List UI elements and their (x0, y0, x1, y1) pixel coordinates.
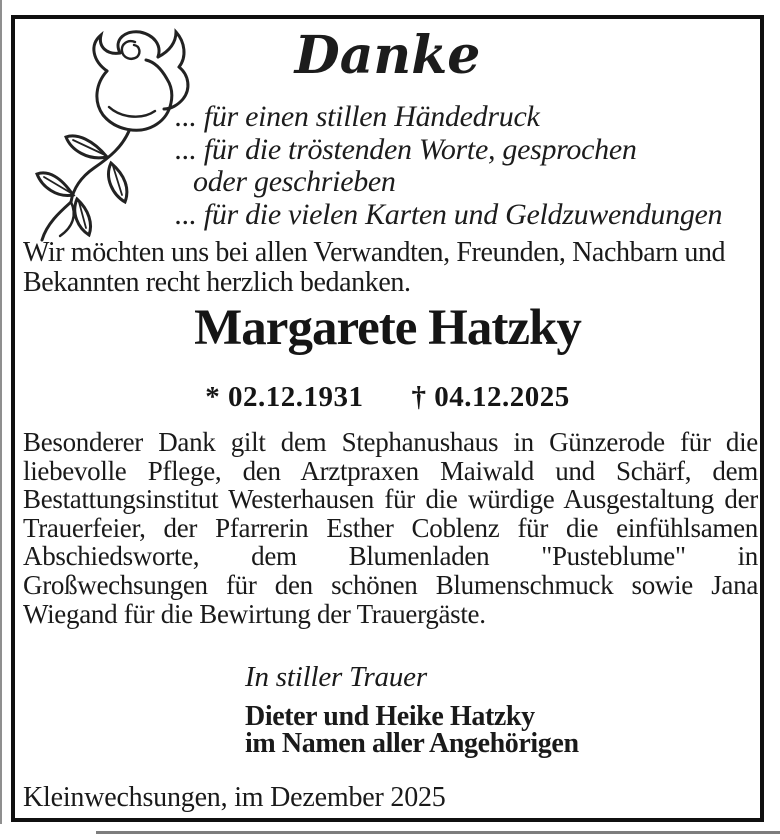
thanks-line-4: ... für die vielen Karten und Geldzuwendungen (175, 197, 723, 231)
thanks-line-3: oder geschrieben (193, 165, 396, 198)
thanks-paragraph: Besonderer Dank gilt dem Stephanushaus in Günzerode für die liebevolle Pflege, den Arztpraxen Maiwald und Schärf, dem Bestattungsinstitut Westerhausen für die würdige Ausgestaltung der Trauerfeier, der Pfarrerin Esther Coblenz für die einfühlsamen Abschiedsworte, dem Blumenladen "Pusteblume" in Großwechsungen für den schönen Blumenschmuck sowie Jana Wiegand für die Bewirtung der Trauergäste. (23, 427, 758, 629)
thanks-lines (175, 101, 761, 231)
notice-border-frame (11, 15, 764, 822)
signature-note: im Namen aller Angehörigen (245, 727, 579, 759)
signature-names: Dieter und Heike Hatzky (245, 701, 535, 732)
signature-block (245, 701, 725, 759)
notice-title: Danke (294, 25, 481, 86)
thanks-line-2: ... für die tröstenden Worte, gesprochen (175, 132, 637, 166)
life-dates (15, 381, 760, 414)
birth-date: * 02.12.1931 (205, 381, 364, 413)
intro-paragraph: Wir möchten uns bei allen Verwandten, Freunden, Nachbarn und Bekannten recht herzlich bedanken. (23, 237, 726, 298)
scan-edge-left-line (0, 0, 2, 824)
place-date: Kleinwechsungen, im Dezember 2025 (23, 782, 446, 813)
closing-phrase: In stiller Trauer (245, 661, 427, 693)
deceased-name: Margarete Hatzky (194, 300, 581, 356)
scan-edge-bottom-line (96, 831, 780, 834)
death-date: † 04.12.2025 (411, 381, 570, 413)
thanks-line-1: ... für einen stillen Händedruck (175, 100, 540, 133)
closing-block (245, 661, 725, 757)
